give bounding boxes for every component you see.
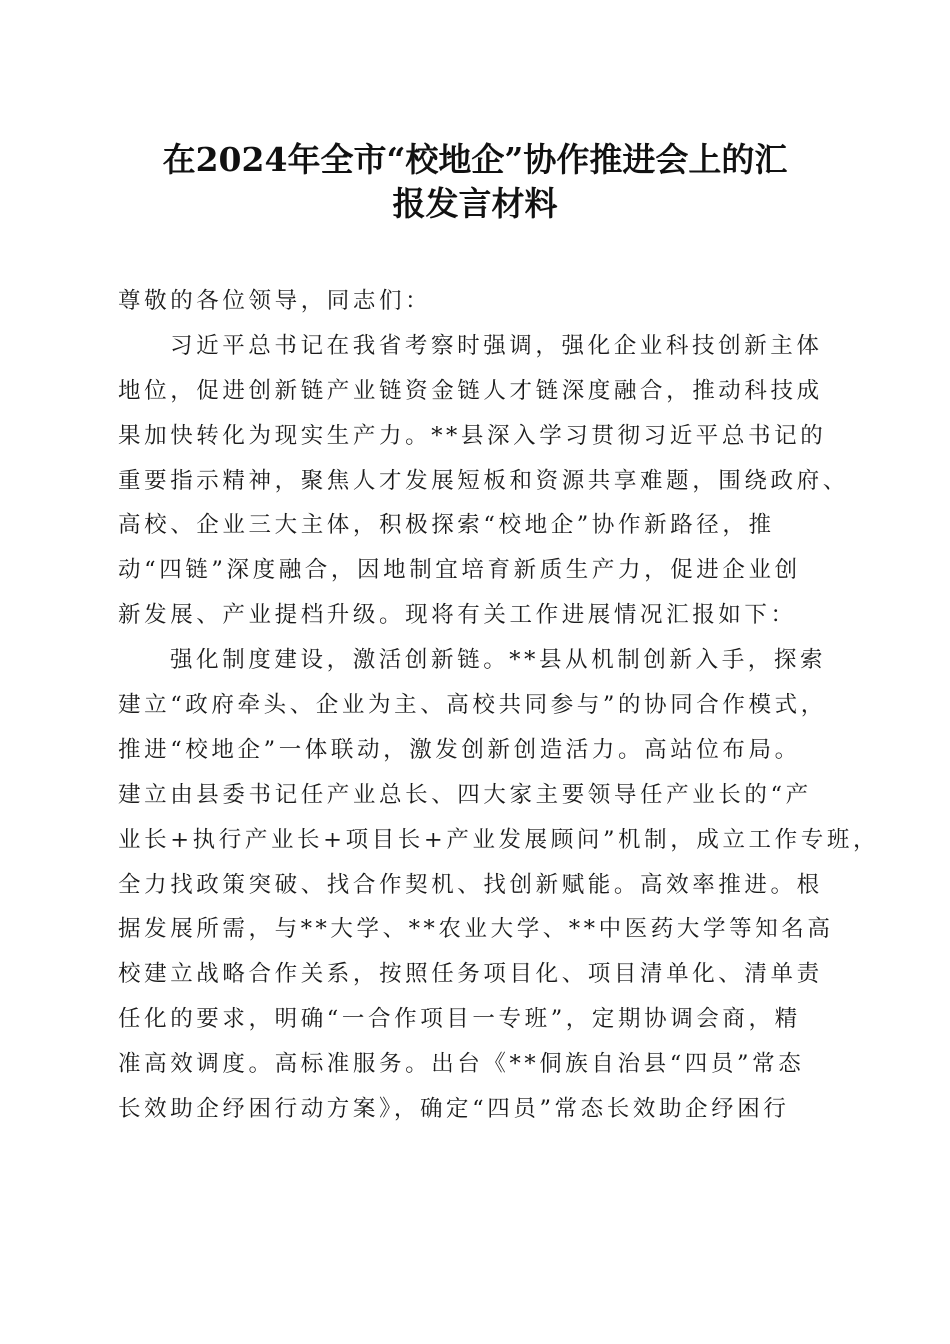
paragraph-line: 高校、企业三大主体，积极探索“校地企”协作新路径，推 <box>118 512 775 539</box>
paragraph-line: 长效助企纾困行动方案》，确定“四员”常态长效助企纾困行 <box>118 1096 790 1123</box>
paragraph-line: 校建立战略合作关系，按照任务项目化、项目清单化、清单责 <box>118 961 823 988</box>
paragraph-line: 地位，促进创新链产业链资金链人才链深度融合，推动科技成 <box>118 377 823 404</box>
paragraph-line: 据发展所需，与**大学、**农业大学、**中医药大学等知名高 <box>118 916 834 943</box>
paragraph-line: 推进“校地企”一体联动，激发创新创造活力。高站位布局。 <box>118 736 801 763</box>
salutation: 尊敬的各位领导，同志们： <box>118 288 432 314</box>
paragraph-line: 果加快转化为现实生产力。**县深入学习贯彻习近平总书记的 <box>118 422 827 449</box>
paragraph-2 <box>118 638 880 1132</box>
paragraph-line: 业长+执行产业长+项目长+产业发展顾问”机制，成立工作专班， <box>118 826 880 853</box>
paragraph-1 <box>118 324 849 638</box>
paragraph-line: 动“四链”深度融合，因地制宜培育新质生产力，促进企业创 <box>118 557 801 584</box>
paragraph-line: 强化制度建设，激活创新链。**县从机制创新入手，探索 <box>170 647 827 674</box>
document-title <box>100 138 850 226</box>
paragraph-line: 新发展、产业提档升级。现将有关工作进展情况汇报如下： <box>118 602 797 629</box>
paragraph-line: 建立“政府牵头、企业为主、高校共同参与”的协同合作模式， <box>118 692 827 719</box>
paragraph-line: 准高效调度。高标准服务。出台《**侗族自治县“四员”常态 <box>118 1051 805 1078</box>
paragraph-line: 建立由县委书记任产业总长、四大家主要领导任产业长的“产 <box>118 781 812 808</box>
title-line: 在2024年全市“校地企”协作推进会上的汇 <box>162 140 788 179</box>
paragraph-line: 任化的要求，明确“一合作项目一专班”，定期协调会商，精 <box>118 1006 801 1033</box>
paragraph-line: 习近平总书记在我省考察时强调，强化企业科技创新主体 <box>170 332 823 359</box>
title-line: 报发言材料 <box>392 184 558 223</box>
paragraph-line: 重要指示精神，聚焦人才发展短板和资源共享难题，围绕政府、 <box>118 467 849 494</box>
document-body <box>118 279 880 1132</box>
paragraph-line: 全力找政策突破、找合作契机、找创新赋能。高效率推进。根 <box>118 871 823 898</box>
